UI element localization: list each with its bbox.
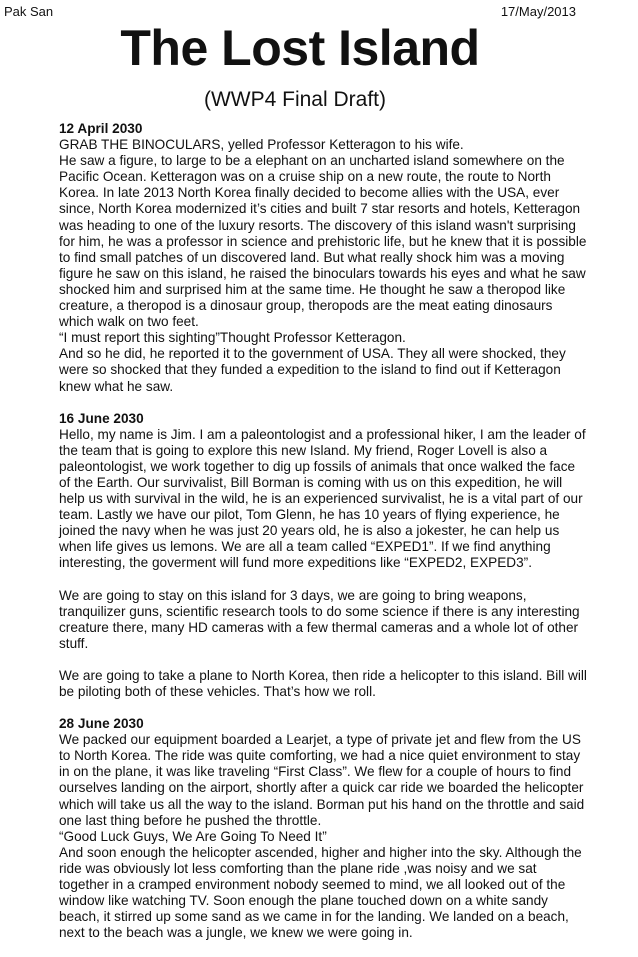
journal-entry: [59, 716, 589, 941]
entry-paragraph: We packed our equipment boarded a Learjet, a type of private jet and flew from the US to North Korea. The ride was quite comforting, we had a nice quiet environment to stay in on the plane, it was like traveling “First Class”. We flew for a couple of hours to find ourselves landing on the airport, shortly after a quick car ride we boarded the helicopter which will take us all the way to the island. Borman put his hand on the throttle and said one last thing before he pushed the throttle.: [59, 732, 585, 828]
entry-paragraph: “I must report this sighting”Thought Professor Ketteragon.: [59, 330, 406, 346]
document-subtitle: (WWP4 Final Draft): [203, 88, 386, 111]
document-date: 17/May/2013: [500, 4, 576, 19]
entry-paragraph: And soon enough the helicopter ascended, higher and higher into the sky. Although the ride was obviously lot less comforting than the plane ride ,was noisy and we sat together in a cramped environment nobody seemed to mind, we all looked out of the window like watching TV. Soon enough the plane touched down on a white sandy beach, it stirred up some sand as we came in for the landing. We landed on a beach, next to the beach was a jungle, we knew we were going in.: [59, 844, 582, 941]
entry-date: 28 June 2030: [59, 716, 144, 732]
entry-paragraph: We are going to stay on this island for 3 days, we are going to bring weapons, tranquilizer guns, scientific research tools to do some science if there is any interesting creature there, many HD cameras with a few thermal cameras and a whole lot of other stuff.: [59, 587, 580, 651]
entry-date: 12 April 2030: [59, 121, 143, 136]
entry-paragraph: “Good Luck Guys, We Are Going To Need It”: [59, 828, 327, 844]
entry-date: 16 June 2030: [59, 410, 144, 426]
entry-paragraph: Hello, my name is Jim. I am a paleontologist and a professional hiker, I am the leader of the team that is going to explore this new Island. My friend, Roger Lovell is also a paleontologist, we work together to dig up fossils of animals that once walked the face of the Earth. Our survivalist, Bill Borman is coming with us on this expedition, he will help us with survival in the wild, he is an experienced survivalist, he is a vital part of our team. Lastly we have our pilot, Tom Glenn, he has 10 years of flying experience, he joined the navy when he was just 20 years old, he is also a jokester, he can help us when life gives us lemons. We are all a team called “EXPED1”. If we find anything interesting, the goverment will fund more expeditions like “EXPED2, EXPED3”.: [59, 426, 586, 571]
journal-entry: [59, 121, 589, 395]
entry-paragraph: GRAB THE BINOCULARS, yelled Professor Ketteragon to his wife.: [59, 137, 464, 153]
entry-paragraph: We are going to take a plane to North Korea, then ride a helicopter to this island. Bill will be piloting both of these vehicles. That’s how we roll.: [59, 667, 587, 699]
document-title: The Lost Island: [120, 20, 480, 76]
document-body: [59, 121, 589, 957]
journal-entry: [59, 411, 589, 701]
entry-paragraph: And so he did, he reported it to the government of USA. They all were shocked, they were so shocked that they funded a expedition to the island to find out if Ketteragon knew what he saw.: [59, 346, 566, 394]
entry-paragraph: He saw a figure, to large to be a elephant on an uncharted island somewhere on the Pacific Ocean. Ketteragon was on a cruise ship on a new route, the route to North Korea. In late 2013 North Korea finally decided to become allies with the USA, ever since, North Korea modernized it’s cities and built 7 star resorts and hotels, Ketteragon was heading to one of the luxury resorts. The discovery of this island wasn't surprising for him, he was a professor in science and prehistoric life, but he knew that it is possible to find small patches of un discovered land. But what really shock him was a moving figure he saw on this island, he raised the binoculars towards his eyes and what he saw shocked him and surprised him at the same time. He thought he saw a theropod like creature, a theropod is a dinosaur group, theropods are the meat eating dinosaurs which walk on two feet.: [59, 153, 587, 330]
author-name: Pak San: [4, 4, 54, 19]
